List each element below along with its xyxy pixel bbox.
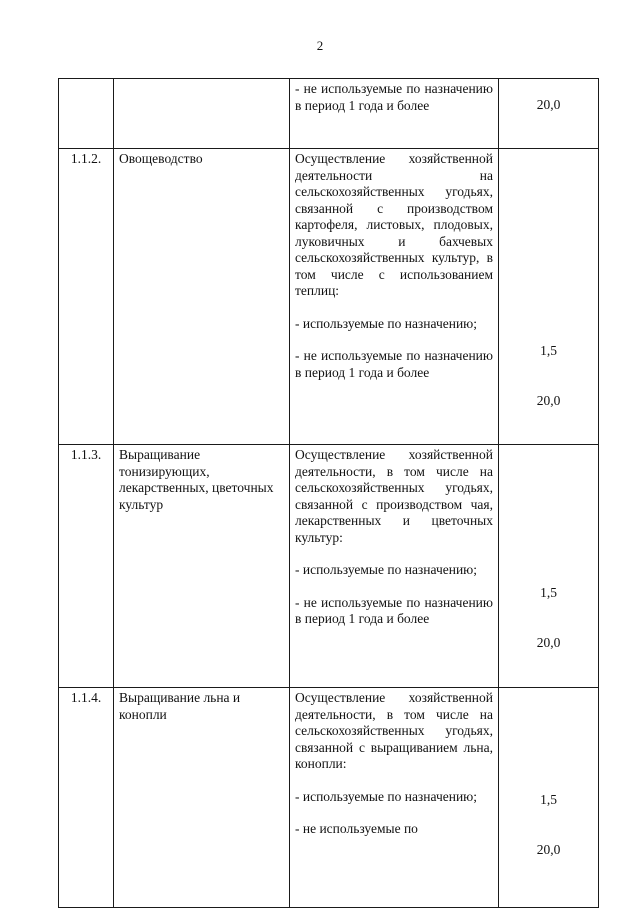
item-text: - не используемые по назначению в период 1 года и более <box>295 594 493 626</box>
item-text: - не используемые по назначению в период 1 года и более <box>295 348 493 380</box>
item-text: - не используемые по назначению в период 1 года и более <box>295 81 493 113</box>
item-value: 1,5 <box>540 343 557 358</box>
row-code: 1.1.3. <box>59 445 114 688</box>
item-text: - используемые по назначению; <box>295 315 478 331</box>
row-description-cell <box>290 79 499 149</box>
row-values-cell <box>499 445 599 688</box>
item-value: 1,5 <box>540 585 557 600</box>
row-name <box>114 79 290 149</box>
row-code: 1.1.4. <box>59 688 114 908</box>
item-value: 20,0 <box>536 393 561 408</box>
item-value: 1,5 <box>540 792 557 807</box>
row-description: Осуществление хозяйственной деятельности, в том числе на сельскохозяйственных угодьях, связанной с производством чая, лекарственных и цветочных культур: <box>295 447 493 545</box>
row-values-cell <box>499 688 599 908</box>
table-row <box>59 79 599 149</box>
item-value: 20,0 <box>536 97 561 112</box>
page-number: 2 <box>316 38 324 53</box>
row-code <box>59 79 114 149</box>
row-values-cell <box>499 79 599 149</box>
row-name: Выращивание льна и конопли <box>114 688 290 908</box>
table-row <box>59 445 599 688</box>
table-row <box>59 688 599 908</box>
row-description: Осуществление хозяйственной деятельности, в том числе на сельскохозяйственных угодьях, связанной с выращиванием льна, конопли: <box>295 690 493 771</box>
row-name: Выращивание тонизирующих, лекарственных, цветочных культур <box>114 445 290 688</box>
table-row <box>59 149 599 445</box>
item-text: - используемые по назначению; <box>295 788 478 804</box>
item-text: - не используемые по <box>295 821 418 836</box>
row-description: Осуществление хозяйственной деятельности на сельскохозяйственных угодьях, связанной с производством картофеля, листовых, плодовых, луковичных и бахчевых сельскохозяйственных культур, в том числе с использованием теплиц: <box>295 151 493 298</box>
land-use-table <box>58 78 599 908</box>
row-name: Овощеводство <box>114 149 290 445</box>
row-values-cell <box>499 149 599 445</box>
item-value: 20,0 <box>536 635 561 650</box>
row-code: 1.1.2. <box>59 149 114 445</box>
row-description-cell <box>290 688 499 908</box>
item-text: - используемые по назначению; <box>295 562 478 577</box>
row-description-cell <box>290 149 499 445</box>
item-value: 20,0 <box>536 842 561 857</box>
row-description-cell <box>290 445 499 688</box>
